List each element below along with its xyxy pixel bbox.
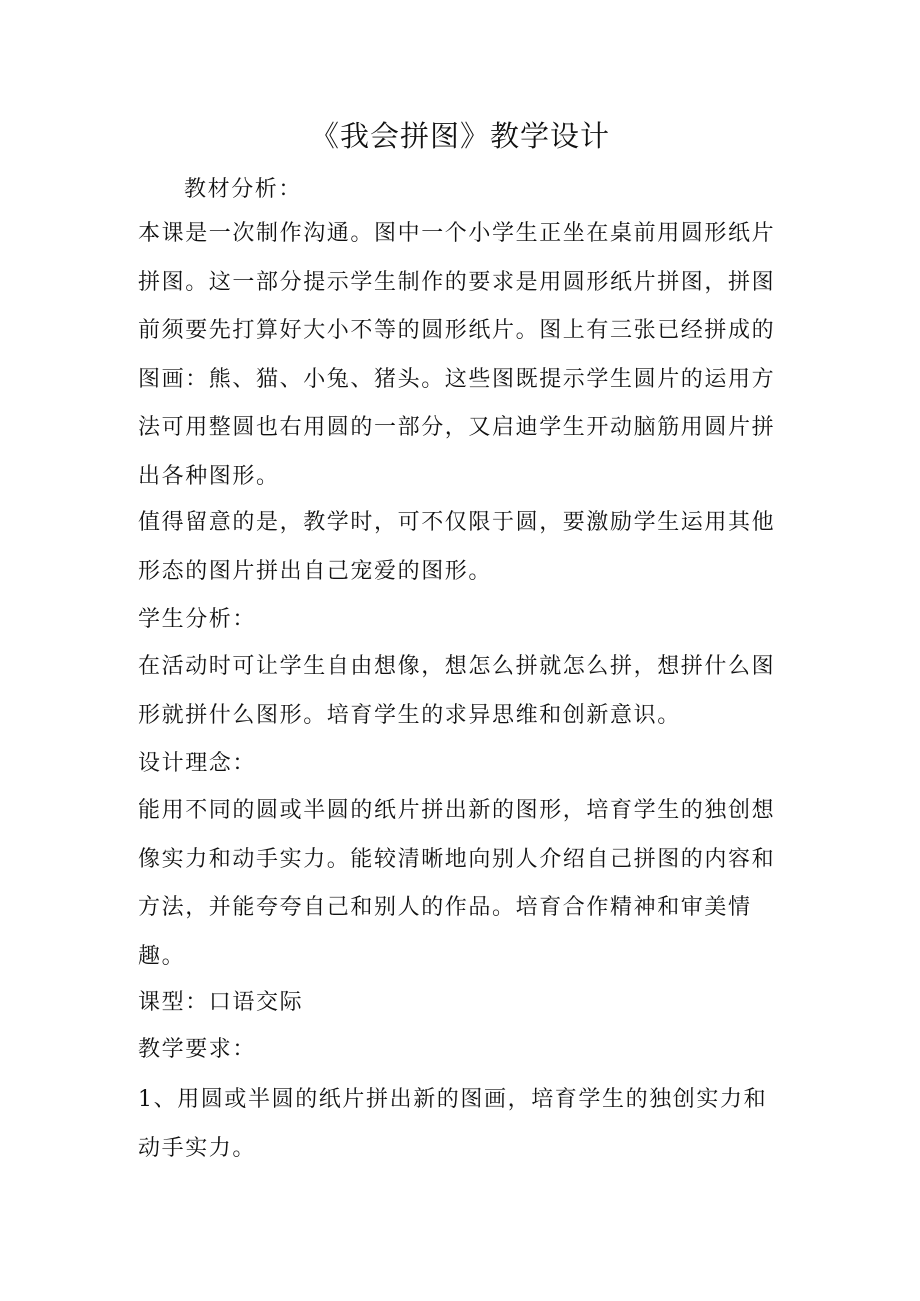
paragraph-requirements-1: 1、用圆或半圆的纸片拼出新的图画，培育学生的独创实力和动手实力。 [138,1087,768,1161]
section-heading-requirements: 教学要求： [138,1037,257,1062]
paragraph-concept-1: 能用不同的圆或半圆的纸片拼出新的图形，培育学生的独创想像实力和动手实力。能较清晰地向别人介绍自己拼图的内容和方法，并能夸夸自己和别人的作品。培育合作精神和审美情趣。 [138,798,776,969]
paragraph-students-1: 在活动时可让学生自由想像，想怎么拼就怎么拼，想拼什么图形就拼什么图形。培育学生的求异思维和创新意识。 [138,654,776,728]
paragraph-materials-2: 值得留意的是，教学时，可不仅限于圆，要激励学生运用其他形态的图片拼出自己宠爱的图形。 [138,510,776,584]
section-heading-students: 学生分析： [138,607,257,632]
section-heading-lesson-type: 课型：口语交际 [138,990,304,1015]
document-title: 《我会拼图》教学设计 [309,119,610,153]
section-heading-materials: 教材分析： [184,177,303,202]
paragraph-materials-1: 本课是一次制作沟通。图中一个小学生正坐在桌前用圆形纸片拼图。这一部分提示学生制作的要求是用圆形纸片拼图，拼图前须要先打算好大小不等的圆形纸片。图上有三张已经拼成的图画：熊、猫、小兔、猪头。这些图既提示学生圆片的运用方法可用整圆也右用圆的一部分，又启迪学生开动脑筋用圆片拼出各种图形。 [138,221,776,489]
section-heading-concept: 设计理念： [138,751,257,776]
